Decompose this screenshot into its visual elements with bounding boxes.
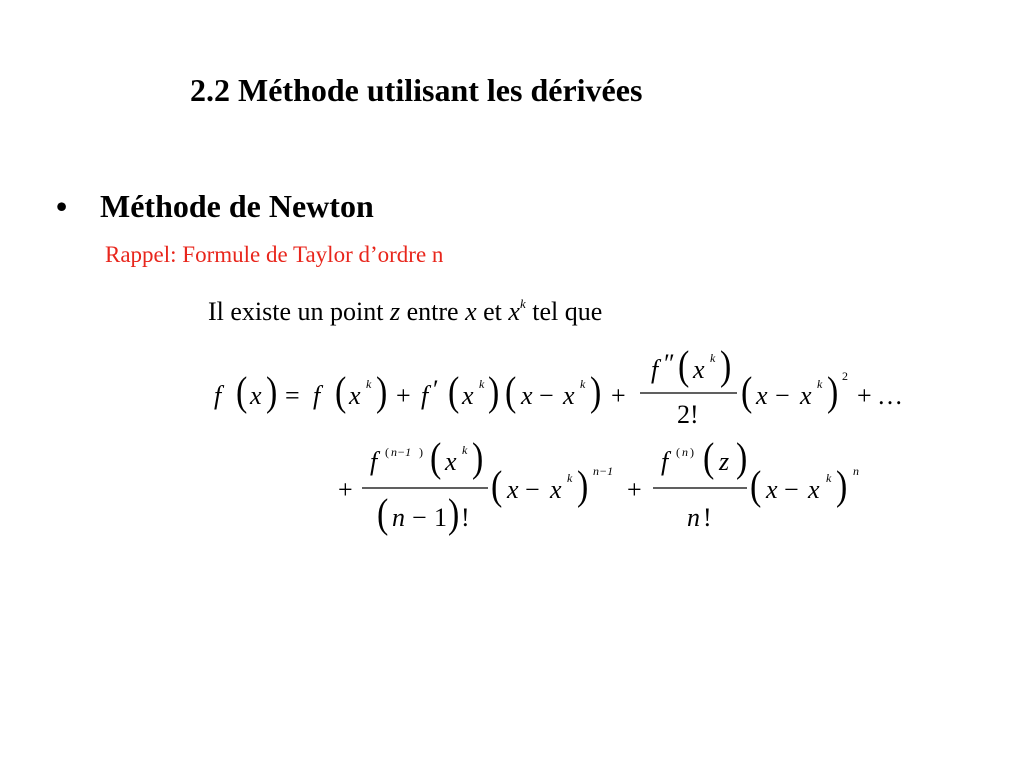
factorial-mark: ! (703, 503, 712, 532)
paren-open: ( (335, 370, 347, 415)
f-symbol: f (421, 381, 429, 410)
minus-sign: − (525, 475, 540, 504)
paren-close: ) (827, 370, 839, 415)
x-var: x (800, 381, 812, 410)
plus-sign: + (627, 475, 642, 504)
z-var: z (719, 447, 730, 476)
paren-close: ) (488, 370, 500, 415)
statement-var-z: z (389, 297, 401, 326)
statement-part3: et (476, 297, 509, 326)
statement-part1: Il existe un point (208, 297, 390, 326)
formula-line-1 (214, 344, 903, 429)
paren-close: ) (376, 370, 388, 415)
x-var: x (507, 475, 519, 504)
k-exponent: k (479, 377, 485, 391)
n-var: n (687, 503, 700, 532)
bullet-text: Méthode de Newton (100, 188, 374, 224)
paren-open: ( (750, 464, 762, 509)
order-paren-open: ( (676, 445, 680, 459)
paren-close: ) (266, 370, 278, 415)
x-var: x (563, 381, 575, 410)
minus-sign: − (784, 475, 799, 504)
one-digit: 1 (434, 503, 447, 532)
plus-sign: + (611, 381, 626, 410)
k-exponent: k (826, 471, 832, 485)
x-var: x (521, 381, 533, 410)
factorial-mark: ! (461, 503, 470, 532)
equals-sign: = (285, 381, 300, 410)
k-exponent: k (580, 377, 586, 391)
x-var: x (462, 381, 474, 410)
paren-open: ( (236, 370, 248, 415)
bullet-icon: • (56, 188, 68, 224)
k-exponent: k (567, 471, 573, 485)
paren-close: ) (590, 370, 602, 415)
minus-sign: − (539, 381, 554, 410)
k-exponent: k (366, 377, 372, 391)
paren-open: ( (505, 370, 517, 415)
f-symbol: f (370, 447, 378, 476)
n-var: n (392, 503, 405, 532)
paren-open: ( (377, 492, 389, 537)
plus-sign: + (396, 381, 411, 410)
order-n: n (682, 445, 688, 459)
square-exponent: 2 (842, 369, 848, 383)
paren-open: ( (430, 436, 442, 481)
double-prime-mark: ″ (664, 349, 675, 378)
order-paren-close: ) (690, 445, 694, 459)
f-symbol: f (214, 381, 222, 410)
plus-sign: + (857, 381, 872, 410)
x-var: x (349, 381, 361, 410)
x-var: x (756, 381, 768, 410)
statement-var-xk-exp: k (519, 296, 526, 311)
plus-sign: + (338, 475, 353, 504)
ellipsis: … (877, 381, 903, 410)
paren-close: ) (836, 464, 848, 509)
taylor-reminder: Rappel: Formule de Taylor d’ordre n (105, 242, 444, 267)
paren-open: ( (448, 370, 460, 415)
statement-var-xk: x (508, 297, 520, 326)
paren-open: ( (678, 344, 690, 389)
statement-var-x: x (465, 297, 477, 326)
x-var: x (693, 355, 705, 384)
power-n: n (853, 464, 859, 478)
minus-sign: − (412, 503, 427, 532)
slide-title: 2.2 Méthode utilisant les dérivées (190, 72, 643, 108)
power-n-minus-1: n−1 (593, 464, 614, 478)
k-exponent: k (710, 351, 716, 365)
k-exponent: k (817, 377, 823, 391)
paren-close: ) (736, 436, 748, 481)
f-symbol: f (661, 447, 669, 476)
paren-close: ) (472, 436, 484, 481)
paren-close: ) (720, 344, 732, 389)
paren-close: ) (577, 464, 589, 509)
f-symbol: f (313, 381, 321, 410)
x-var: x (445, 447, 457, 476)
f-symbol: f (651, 355, 659, 384)
x-var: x (766, 475, 778, 504)
statement-part2: entre (400, 297, 466, 326)
x-var: x (550, 475, 562, 504)
two-factorial: 2! (677, 400, 699, 429)
formula-line-2 (338, 436, 859, 537)
x-var: x (250, 381, 262, 410)
order-paren-close: ) (419, 445, 423, 459)
minus-sign: − (775, 381, 790, 410)
order-paren-open: ( (385, 445, 389, 459)
paren-open: ( (491, 464, 503, 509)
paren-open: ( (741, 370, 753, 415)
prime-mark: ′ (433, 375, 439, 404)
order-n-minus-1: n−1 (391, 445, 412, 459)
paren-open: ( (703, 436, 715, 481)
paren-close: ) (448, 492, 460, 537)
k-exponent: k (462, 443, 468, 457)
x-var: x (808, 475, 820, 504)
statement-part4: tel que (532, 297, 603, 326)
